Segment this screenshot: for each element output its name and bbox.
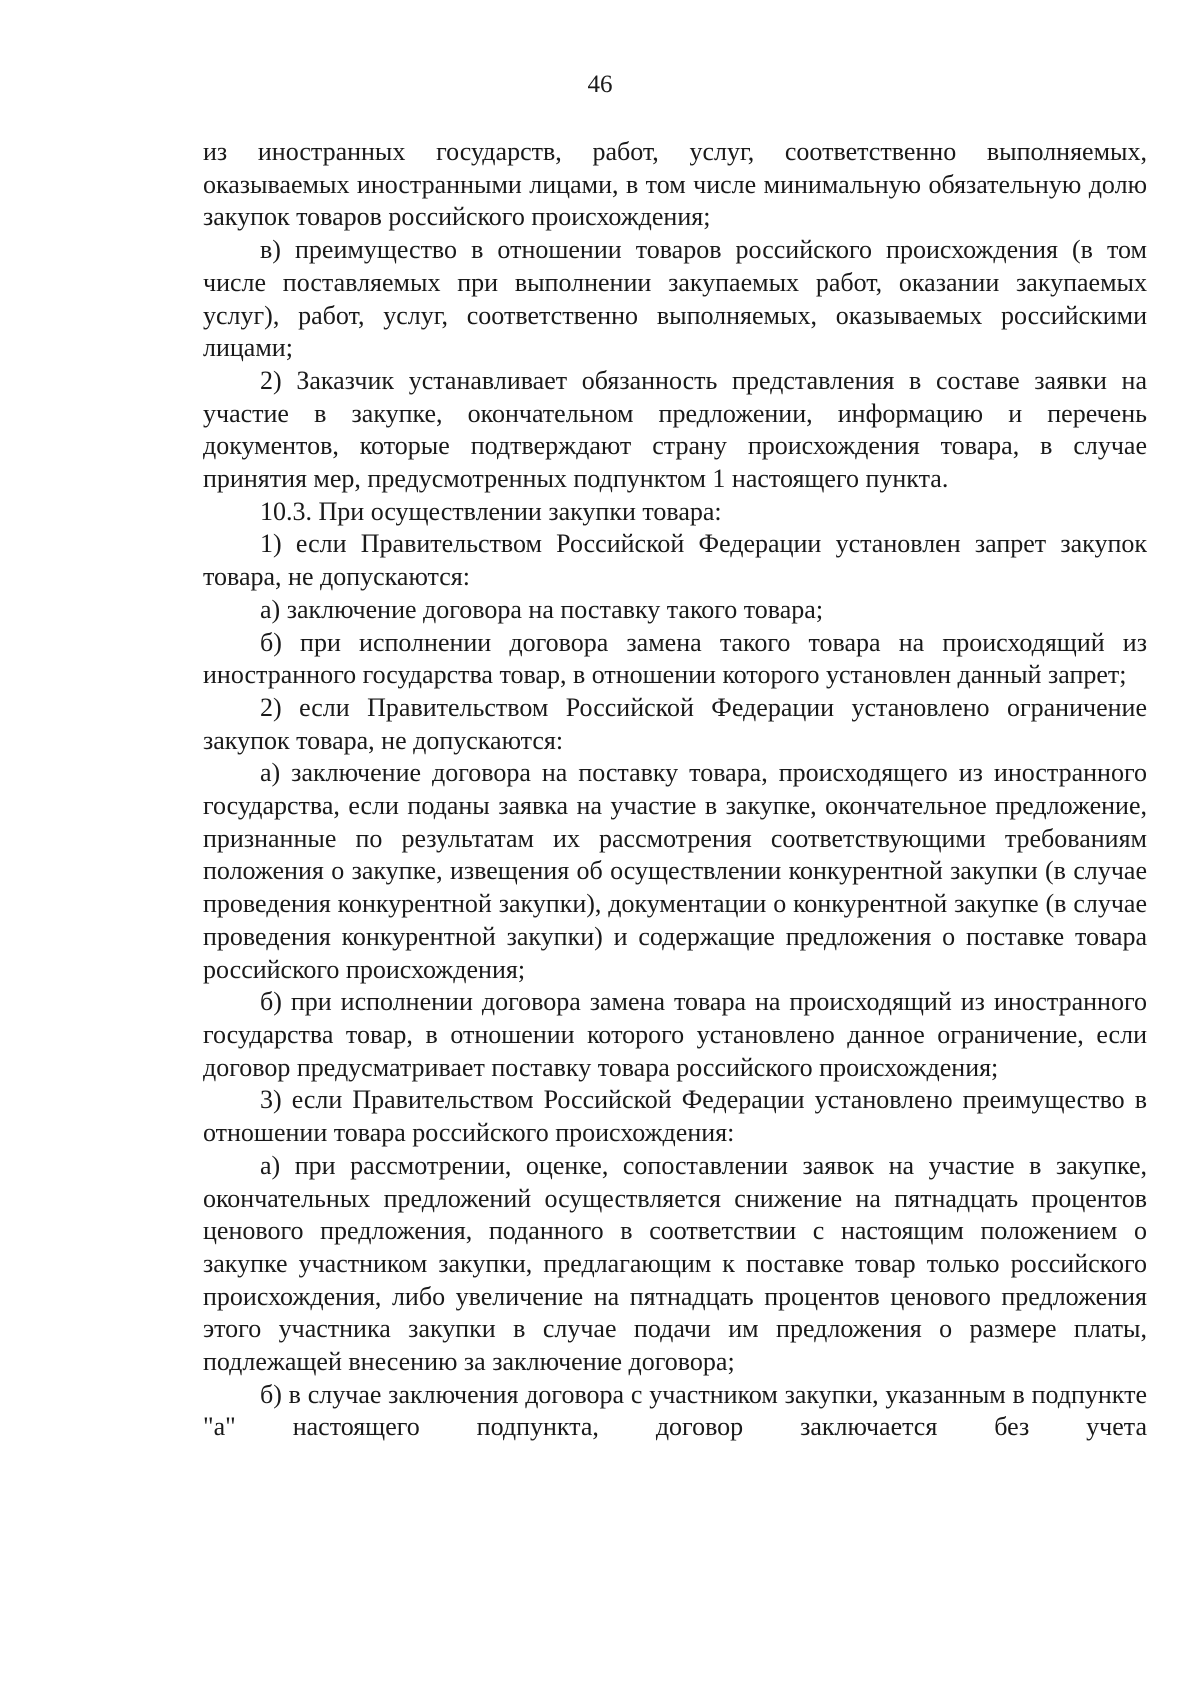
paragraph-9: а) заключение договора на поставку товара, происходящего из иностранного государства, если поданы заявка на участие в закупке, окончательное предложение, признанные по результатам их рассмотрения соответствующими требованиям положения о закупке, извещения об осуществлении конкурентной закупки (в случае проведения конкурентной закупки), документации о конкурентной закупке (в случае проведения конкурентной закупки) и содержащие предложения о поставке товара российского происхождения; <box>203 758 1147 984</box>
paragraph-2: в) преимущество в отношении товаров российского происхождения (в том числе поставляемых при выполнении закупаемых работ, оказании закупаемых услуг), работ, услуг, соответственно выполняемых, оказываемых российскими лицами; <box>203 235 1147 363</box>
paragraph-12: а) при рассмотрении, оценке, сопоставлении заявок на участие в закупке, окончательных предложений осуществляется снижение на пятнадцать процентов ценового предложения, поданного в соответствии с настоящим положением о закупке участником закупки, предлагающим к поставке товар только российского происхождения, либо увеличение на пятнадцать процентов ценового предложения этого участника закупки в случае подачи им предложения о размере платы, подлежащей внесению за заключение договора; <box>203 1150 1147 1377</box>
paragraph-11: 3) если Правительством Российской Федерации установлено преимущество в отношении товара российского происхождения: <box>203 1085 1147 1148</box>
paragraph-7: б) при исполнении договора замена такого товара на происходящий из иностранного государства товар, в отношении которого установлен данный запрет; <box>203 627 1147 690</box>
paragraph-8: 2) если Правительством Российской Федерации установлено ограничение закупок товара, не допускаются: <box>203 692 1147 755</box>
paragraph-10: б) при исполнении договора замена товара на происходящий из иностранного государства товар, в отношении которого установлено данное ограничение, если договор предусматривает поставку товара российского происхождения; <box>203 987 1147 1082</box>
paragraph-3: 2) Заказчик устанавливает обязанность представления в составе заявки на участие в закупке, окончательном предложении, информацию и перечень документов, которые подтверждают страну происхождения товара, в случае принятия мер, предусмотренных подпунктом 1 настоящего пункта. <box>203 365 1147 494</box>
paragraph-6: а) заключение договора на поставку такого товара; <box>260 594 824 624</box>
paragraph-1: из иностранных государств, работ, услуг, соответственно выполняемых, оказываемых иностранными лицами, в том числе минимальную обязательную долю закупок товаров российского происхождения; <box>203 137 1147 232</box>
paragraph-13: б) в случае заключения договора с участником закупки, указанным в подпункте "а" настоящего подпункта, договор заключается без учета <box>203 1379 1147 1442</box>
page-number: 46 <box>587 71 613 98</box>
paragraph-5: 1) если Правительством Российской Федерации установлен запрет закупок товара, не допускаются: <box>203 529 1147 592</box>
paragraph-4: 10.3. При осуществлении закупки товара: <box>260 496 722 526</box>
document-body <box>203 136 1147 1444</box>
